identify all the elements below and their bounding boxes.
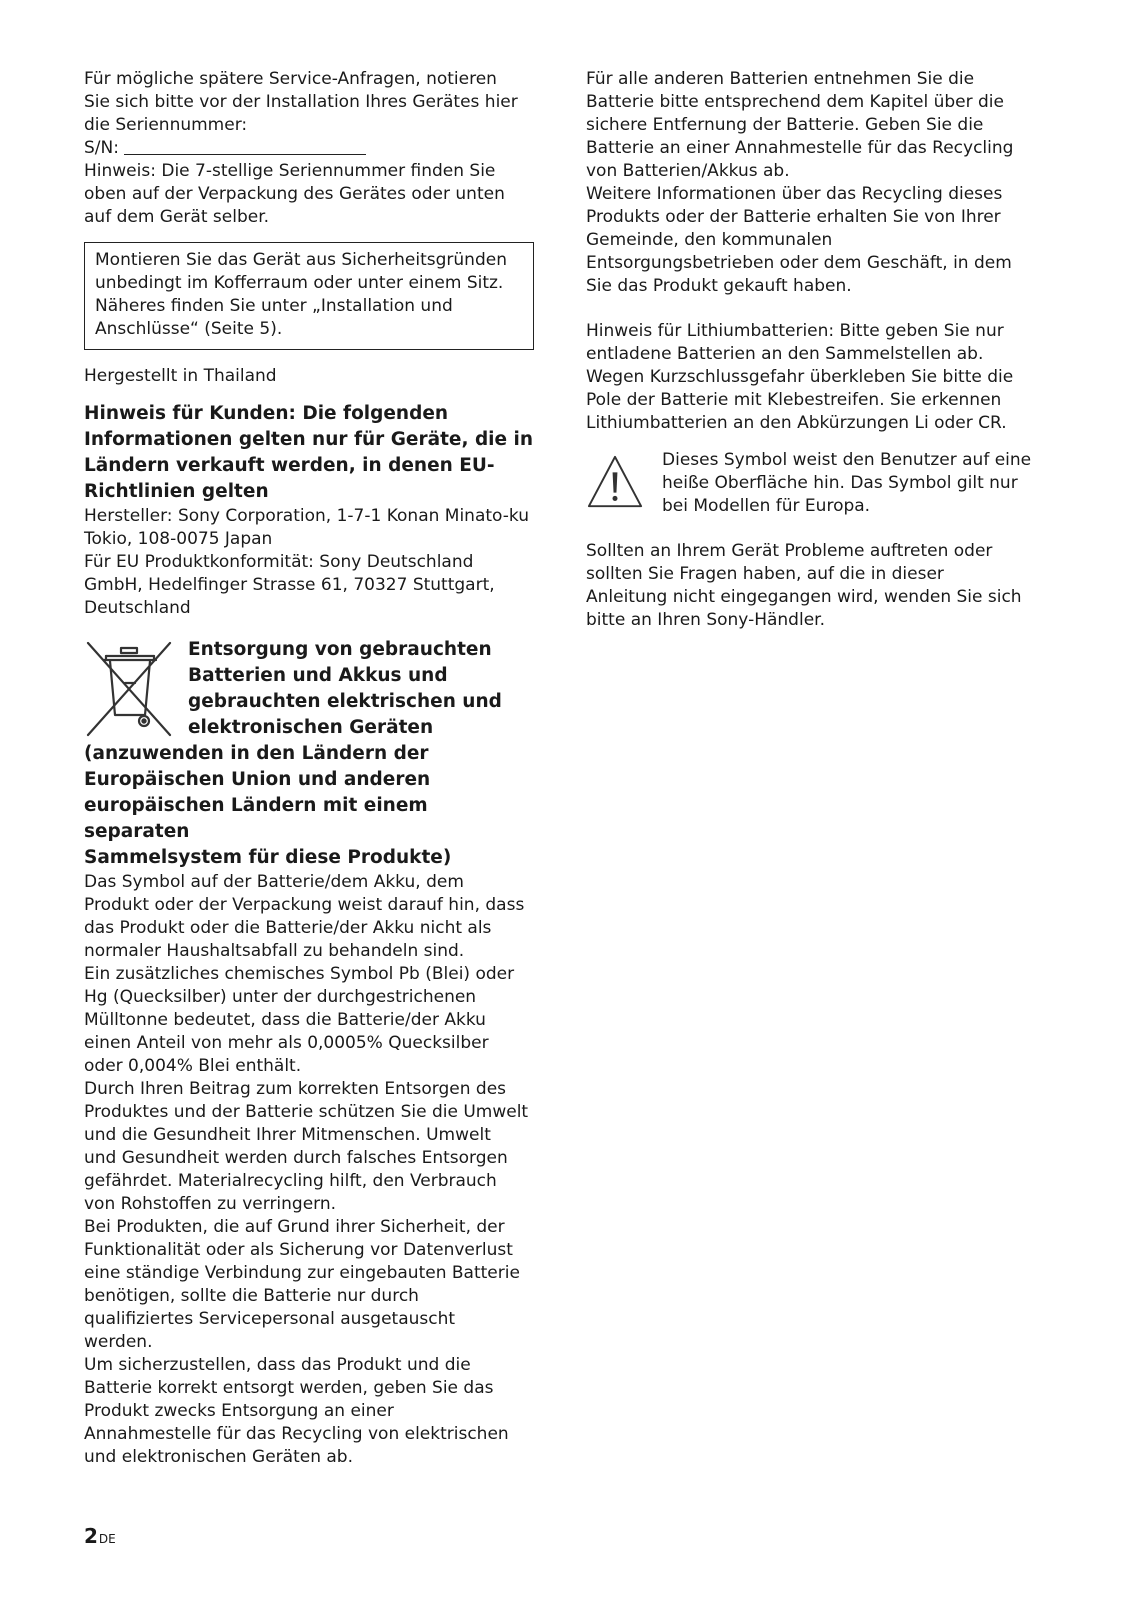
language-code: DE — [98, 1532, 116, 1546]
disposal-body: Das Symbol auf der Batterie/dem Akku, dem Produkt oder der Verpackung weist darauf hin, dass das Produkt oder die Batterie/der Akku nicht als normaler Haushaltsabfall zu behandeln sind. Ein zusätzliches chemisches Symbol Pb (Blei) oder Hg (Quecksilber) unter der durchgestrichenen Mülltonne bedeutet, dass die Batterie/der Akku einen Anteil von mehr als 0,0005% Quecksilber oder 0,004% Blei enthält. Durch Ihren Beitrag zum korrekten Entsorgen des Produktes und der Batterie schützen Sie die Umwelt und die Gesundheit Ihrer Mitmenschen. Umwelt und Gesundheit werden durch falsches Entsorgen gefährdet. Materialrecycling hilft, den Verbrauch von Rohstoffen zu verringern. Bei Produkten, die auf Grund ihrer Sicherheit, der Funktionalität oder als Sicherung vor Datenverlust eine ständige Verbindung zur eingebauten Batterie benötigen, sollte die Batterie nur durch qualifiziertes Servicepersonal ausgetauscht werden. Um sicherzustellen, dass das Produkt und die Batterie korrekt entsorgt werden, geben Sie das Produkt zwecks Entsorgung an einer Annahmestelle für das Recycling von elektrischen und elektronischen Geräten ab. — [84, 872, 529, 1467]
lithium-note: Hinweis für Lithiumbatterien: Bitte geben Sie nur entladene Batterien an den Sammelstellen ab. Wegen Kurzschlussgefahr überkleben Sie bitte die Pole der Batterie mit Klebestreifen. Sie erkennen Lithiumbatterien an den Abkürzungen Li oder CR. — [586, 321, 1014, 433]
disposal-section — [84, 637, 534, 1469]
left-column — [84, 68, 534, 1469]
serial-label: S/N: — [84, 138, 119, 158]
serial-intro: Für mögliche spätere Service-Anfragen, notieren Sie sich bitte vor der Installation Ihres Gerätes hier die Seriennummer: S/N: Hinweis: Die 7-stellige Seriennummer finden Sie oben auf der Verpackung des Gerätes oder unten auf dem Gerät selber. — [84, 69, 518, 227]
made-in: Hergestellt in Thailand — [84, 366, 277, 386]
eu-manufacturer-info: Hersteller: Sony Corporation, 1-7-1 Konan Minato-ku Tokio, 108-0075 Japan Für EU Produktkonformität: Sony Deutschland GmbH, Hedelfinger Strasse 61, 70327 Stuttgart, Deutschland — [84, 506, 529, 618]
hot-surface-notice: Dieses Symbol weist den Benutzer auf eine heiße Oberfläche hin. Das Symbol gilt nur bei Modellen für Europa. — [586, 449, 1036, 518]
page-number: 2DE — [84, 1524, 116, 1548]
battery-removal-info: Für alle anderen Batterien entnehmen Sie die Batterie bitte entsprechend dem Kapitel über die sichere Entfernung der Batterie. Geben Sie die Batterie an einer Annahmestelle für das Recycling von Batterien/Akkus ab. Weitere Informationen über das Recycling dieses Produkts oder der Batterie erhalten Sie von Ihrer Gemeinde, den kommunalen Entsorgungsbetrieben oder dem Geschäft, in dem Sie das Produkt gekauft haben. — [586, 69, 1014, 296]
support-contact: Sollten an Ihrem Gerät Probleme auftreten oder sollten Sie Fragen haben, auf die in dieser Anleitung nicht eingegangen wird, wenden Sie sich bitte an Ihren Sony-Händler. — [586, 541, 1022, 630]
eu-heading: Hinweis für Kunden: Die folgenden Informationen gelten nur für Geräte, die in Ländern verkauft werden, in denen EU- Richtlinien gelten — [84, 403, 534, 502]
right-column — [586, 68, 1036, 632]
crossed-out-wheelie-bin-icon — [84, 639, 174, 739]
installation-notice-box: Montieren Sie das Gerät aus Sicherheitsgründen unbedingt im Kofferraum oder unter einem Sitz. Näheres finden Sie unter „Installation und Anschlüsse“ (Seite 5). — [84, 242, 534, 350]
warning-triangle-icon — [586, 453, 644, 511]
serial-number-blank — [124, 138, 366, 155]
disposal-heading: Entsorgung von gebrauchten Batterien und Akkus und gebrauchten elektrischen und elektronischen Geräten (anzuwenden in den Ländern der Europäischen Union und anderen europäischen Ländern mit einem separaten Sammelsystem für diese Produkte) — [84, 639, 502, 868]
